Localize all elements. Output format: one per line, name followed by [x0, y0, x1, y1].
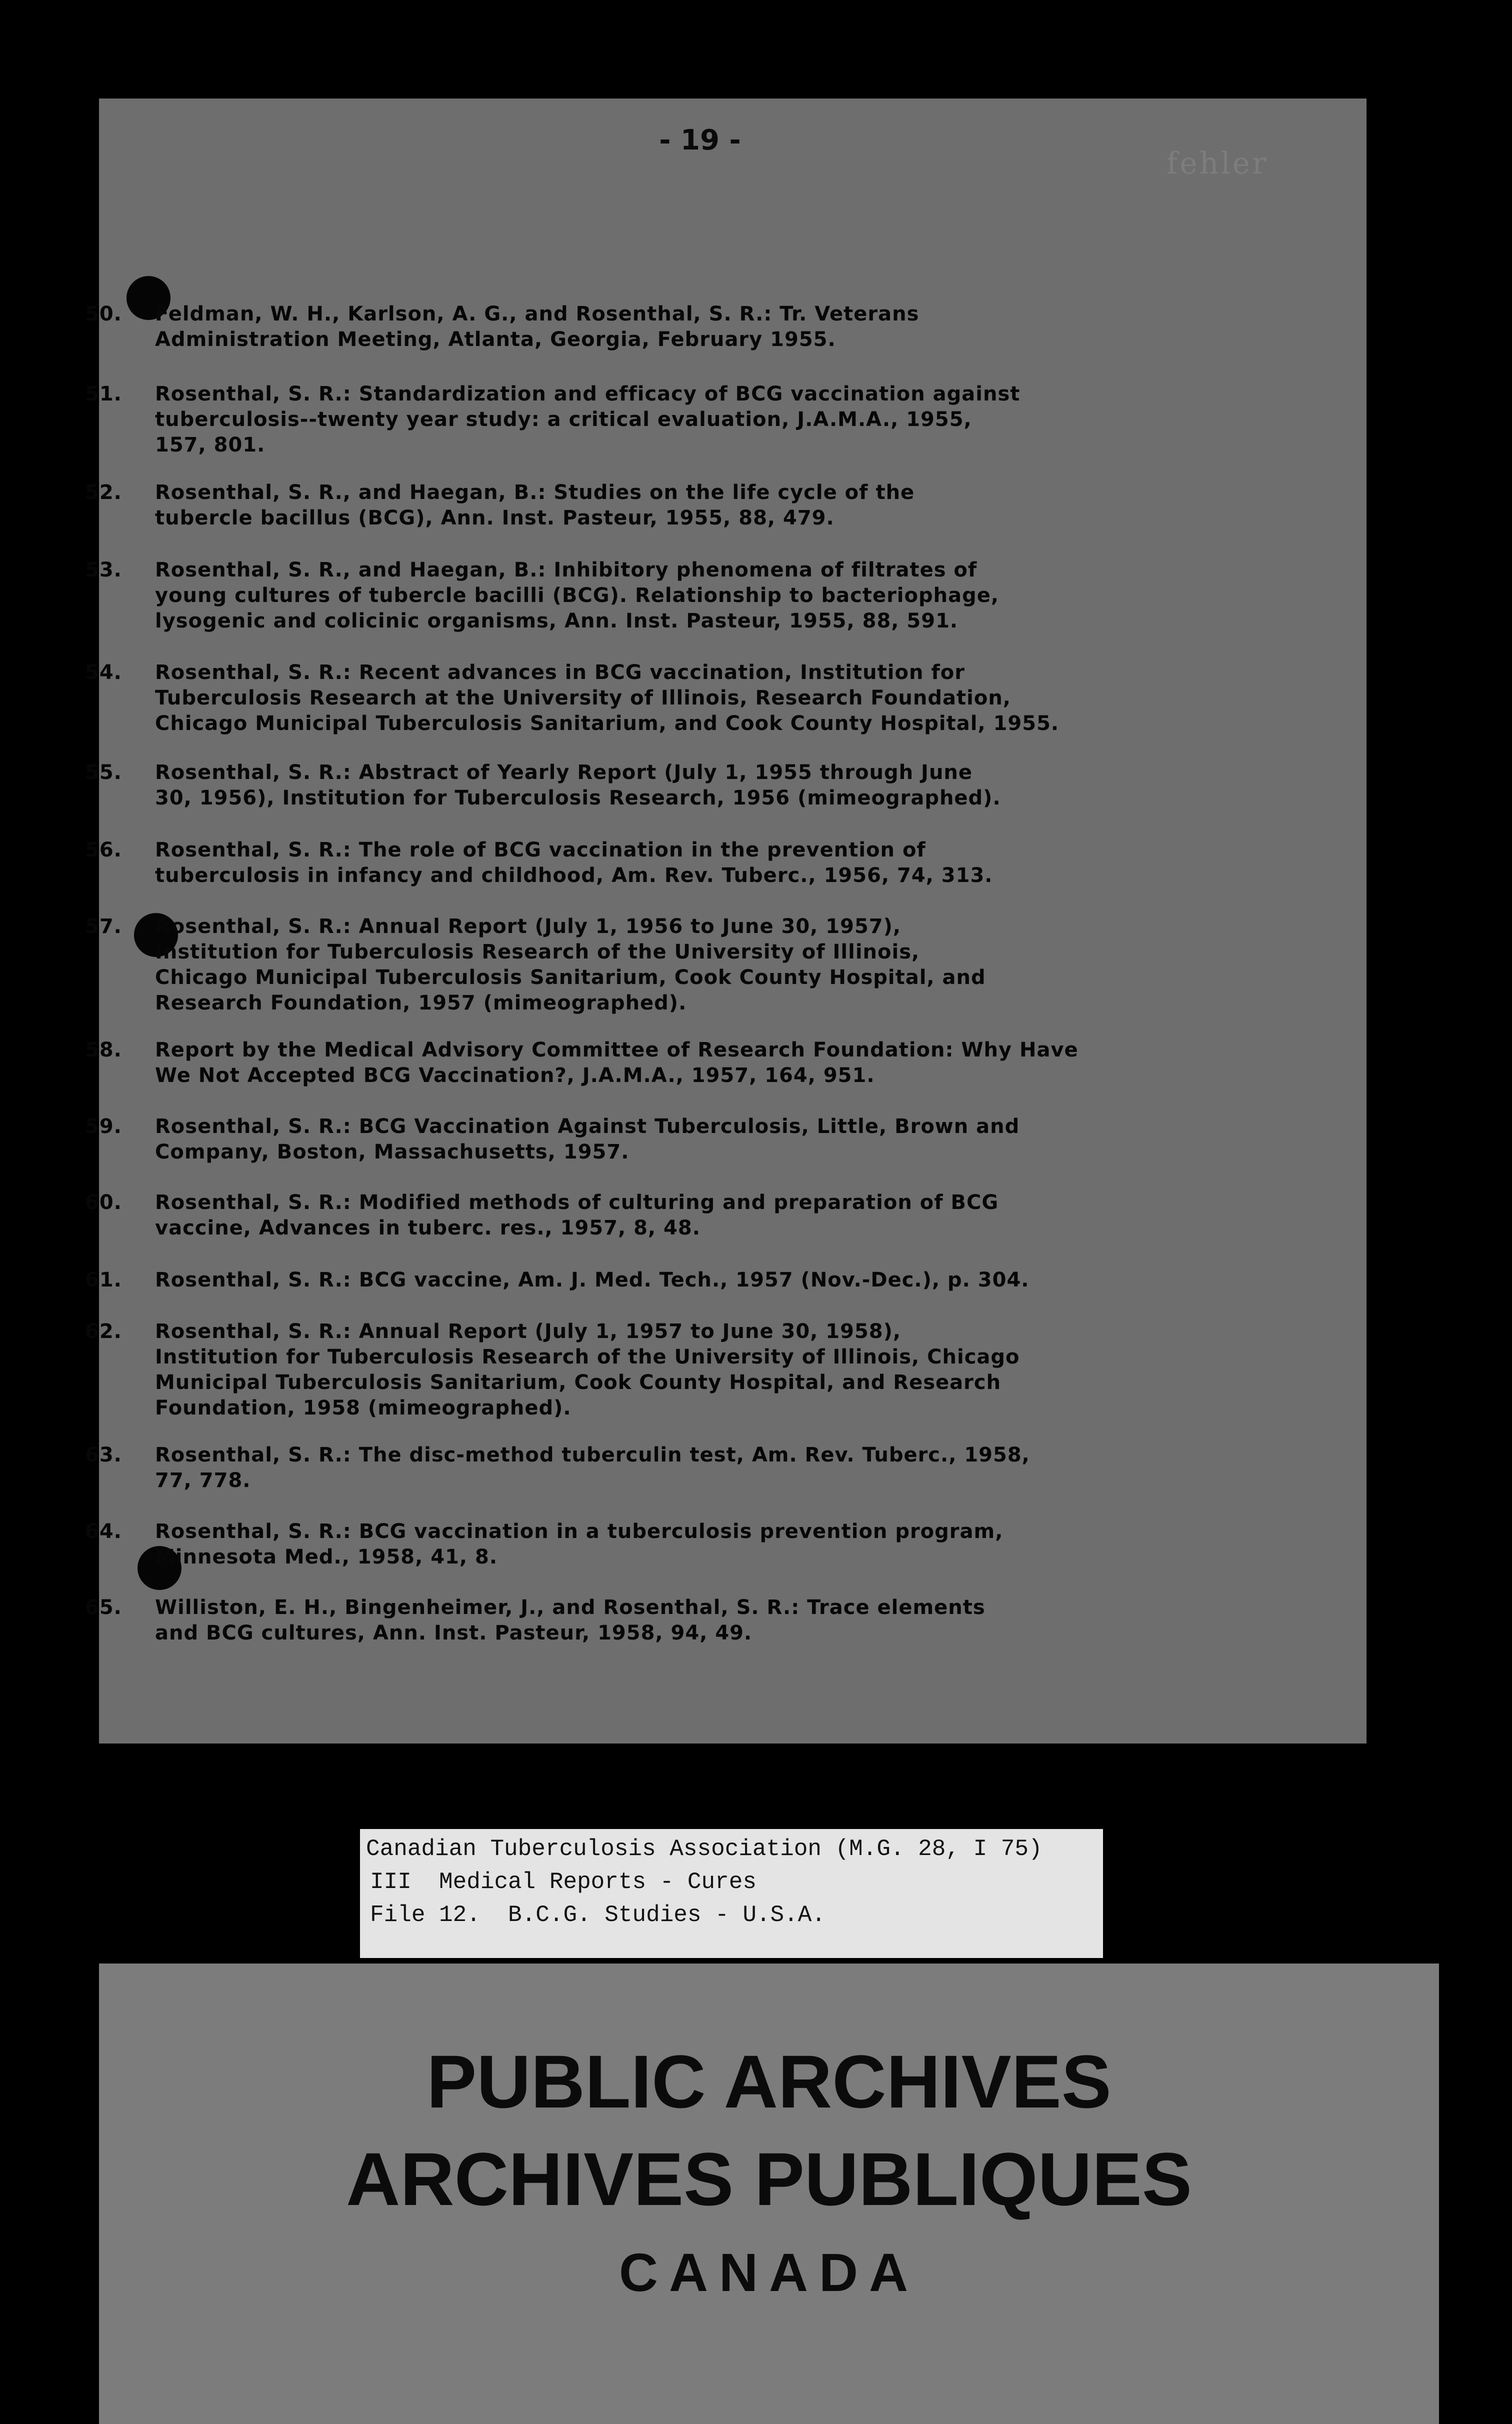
- reference-item: [85, 382, 1295, 458]
- reference-number: 60.: [85, 1191, 122, 1214]
- reference-line: Chicago Municipal Tuberculosis Sanitarium, Cook County Hospital, and: [155, 966, 986, 989]
- reference-line: and BCG cultures, Ann. Inst. Pasteur, 1958, 94, 49.: [155, 1622, 752, 1644]
- reference-line: 30, 1956), Institution for Tuberculosis Research, 1956 (mimeographed).: [155, 786, 1001, 810]
- reference-line: Rosenthal, S. R.: Recent advances in BCG vaccination, Institution for: [155, 661, 965, 684]
- reference-line: Minnesota Med., 1958, 41, 8.: [155, 1546, 498, 1568]
- reference-line: Tuberculosis Research at the University of Illinois, Research Foundation,: [155, 686, 1011, 710]
- reference-line: Feldman, W. H., Karlson, A. G., and Rosenthal, S. R.: Tr. Veterans: [155, 302, 920, 326]
- reference-number: 59.: [85, 1115, 122, 1138]
- reference-number: 52.: [85, 481, 122, 504]
- reference-number: 57.: [85, 915, 122, 938]
- reference-number: 55.: [85, 761, 122, 784]
- reference-item: [85, 760, 1295, 811]
- reference-number: 65.: [85, 1596, 122, 1619]
- archive-label-line-2: III Medical Reports - Cures: [370, 1869, 756, 1895]
- reference-line: Chicago Municipal Tuberculosis Sanitarium, and Cook County Hospital, 1955.: [155, 712, 1060, 735]
- reference-item: [85, 558, 1295, 634]
- reference-line: Rosenthal, S. R., and Haegan, B.: Studies on the life cycle of the: [155, 481, 915, 504]
- reference-line: Administration Meeting, Atlanta, Georgia, February 1955.: [155, 328, 836, 351]
- reference-line: 77, 778.: [155, 1469, 251, 1492]
- banner-line-1: PUBLIC ARCHIVES: [426, 2040, 1112, 2124]
- reference-line: Rosenthal, S. R.: Standardization and efficacy of BCG vaccination against: [155, 382, 1020, 406]
- reference-line: Institution for Tuberculosis Research of the University of Illinois,: [155, 940, 920, 964]
- reference-line: Municipal Tuberculosis Sanitarium, Cook County Hospital, and Research: [155, 1371, 1002, 1394]
- reference-number: 63.: [85, 1444, 122, 1466]
- reference-line: Foundation, 1958 (mimeographed).: [155, 1396, 572, 1420]
- reference-item: [85, 302, 1295, 352]
- reference-item: [85, 914, 1295, 1016]
- reference-line: Rosenthal, S. R.: BCG vaccine, Am. J. Med. Tech., 1957 (Nov.-Dec.), p. 304.: [155, 1268, 1030, 1292]
- reference-line: tuberculosis in infancy and childhood, Am. Rev. Tuberc., 1956, 74, 313.: [155, 864, 993, 887]
- corner-stamp: fehler: [1166, 146, 1268, 181]
- reference-line: lysogenic and colicinic organisms, Ann. Inst. Pasteur, 1955, 88, 591.: [155, 610, 958, 632]
- reference-line: Williston, E. H., Bingenheimer, J., and Rosenthal, S. R.: Trace elements: [155, 1596, 986, 1619]
- reference-item: [85, 660, 1295, 736]
- archives-banner: [99, 1964, 1439, 2424]
- reference-number: 51.: [85, 382, 122, 406]
- reference-line: Rosenthal, S. R.: Modified methods of culturing and preparation of BCG: [155, 1191, 999, 1214]
- banner-line-2: ARCHIVES PUBLIQUES: [346, 2137, 1192, 2221]
- reference-line: Rosenthal, S. R.: The disc-method tuberculin test, Am. Rev. Tuberc., 1958,: [155, 1444, 1030, 1466]
- reference-line: Rosenthal, S. R.: Abstract of Yearly Report (July 1, 1955 through June: [155, 761, 973, 784]
- reference-number: 62.: [85, 1320, 122, 1343]
- reference-line: tuberculosis--twenty year study: a critical evaluation, J.A.M.A., 1955,: [155, 408, 972, 431]
- reference-item: [85, 1190, 1295, 1241]
- reference-line: Rosenthal, S. R.: The role of BCG vaccination in the prevention of: [155, 838, 926, 862]
- reference-item: [85, 1519, 1295, 1570]
- reference-line: Report by the Medical Advisory Committee of Research Foundation: Why Have: [155, 1038, 1078, 1062]
- reference-line: Rosenthal, S. R.: Annual Report (July 1, 1957 to June 30, 1958),: [155, 1320, 902, 1343]
- reference-item: [85, 1114, 1295, 1165]
- reference-number: 61.: [85, 1268, 122, 1292]
- reference-line: Research Foundation, 1957 (mimeographed).: [155, 992, 687, 1014]
- archive-label-line-1: Canadian Tuberculosis Association (M.G. 28, I 75): [366, 1836, 1042, 1862]
- reference-item: [85, 1319, 1295, 1421]
- reference-number: 58.: [85, 1038, 122, 1062]
- reference-line: Rosenthal, S. R.: BCG Vaccination Against Tuberculosis, Little, Brown and: [155, 1115, 1020, 1138]
- reference-number: 56.: [85, 838, 122, 862]
- reference-line: tubercle bacillus (BCG), Ann. Inst. Pasteur, 1955, 88, 479.: [155, 506, 834, 530]
- page-number: - 19 -: [659, 124, 741, 156]
- reference-number: 54.: [85, 661, 122, 684]
- reference-line: We Not Accepted BCG Vaccination?, J.A.M.A., 1957, 164, 951.: [155, 1064, 875, 1087]
- archive-label-line-3: File 12. B.C.G. Studies - U.S.A.: [370, 1902, 826, 1928]
- reference-item: [85, 1442, 1295, 1494]
- archive-label: [360, 1829, 1103, 1958]
- reference-number: 50.: [85, 302, 122, 326]
- reference-line: Company, Boston, Massachusetts, 1957.: [155, 1140, 630, 1164]
- reference-item: [85, 480, 1295, 531]
- reference-line: Rosenthal, S. R.: Annual Report (July 1, 1956 to June 30, 1957),: [155, 915, 902, 938]
- reference-item: [85, 1595, 1295, 1646]
- reference-number: 64.: [85, 1520, 122, 1543]
- banner-line-3: CANADA: [619, 2242, 919, 2302]
- reference-line: Rosenthal, S. R.: BCG vaccination in a tuberculosis prevention program,: [155, 1520, 1004, 1543]
- reference-line: vaccine, Advances in tuberc. res., 1957, 8, 48.: [155, 1216, 700, 1240]
- reference-line: 157, 801.: [155, 434, 266, 456]
- reference-line: Rosenthal, S. R., and Haegan, B.: Inhibitory phenomena of filtrates of: [155, 558, 978, 582]
- reference-item: [85, 1038, 1295, 1088]
- reference-item: [85, 838, 1295, 888]
- reference-number: 53.: [85, 558, 122, 582]
- reference-line: young cultures of tubercle bacilli (BCG). Relationship to bacteriophage,: [155, 584, 1000, 607]
- reference-item: [85, 1268, 1295, 1293]
- reference-line: Institution for Tuberculosis Research of the University of Illinois, Chicago: [155, 1346, 1020, 1368]
